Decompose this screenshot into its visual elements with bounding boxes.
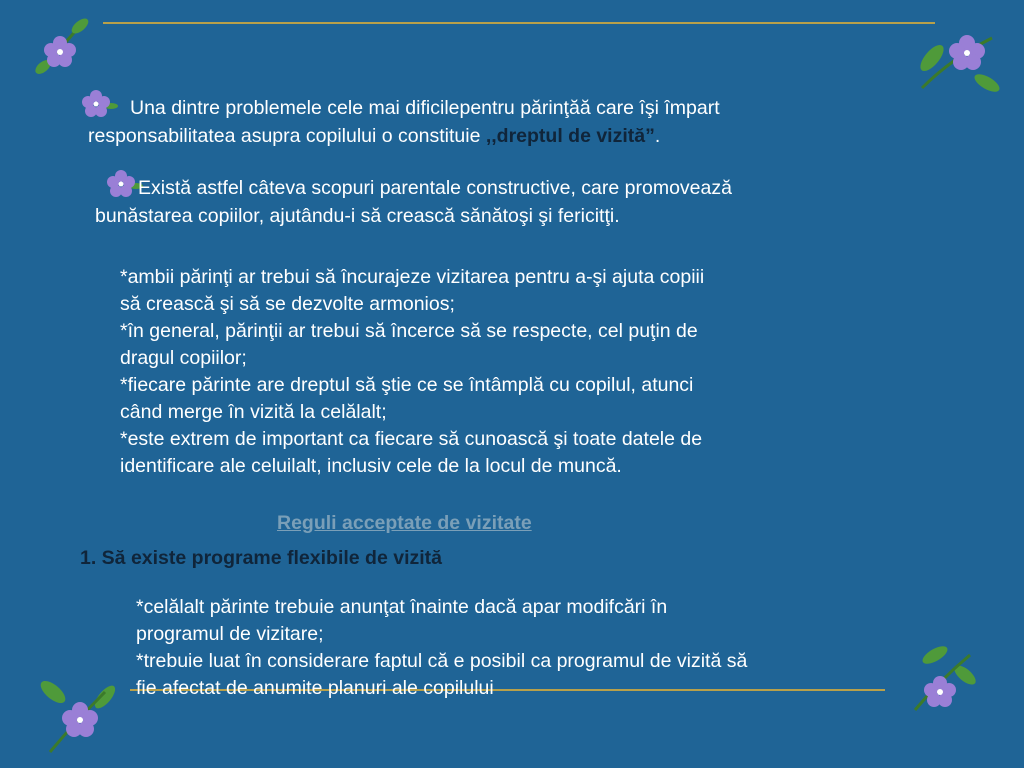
list-item: fie afectat de anumite planuri ale copilului bbox=[136, 677, 494, 699]
visit-right-emphasis: ,,dreptul de vizită” bbox=[485, 125, 655, 147]
flower-top-right-icon bbox=[912, 18, 1002, 98]
flower-top-left-icon bbox=[28, 12, 98, 82]
paragraph-1-end: . bbox=[654, 125, 661, 147]
parental-goals-list bbox=[120, 264, 704, 480]
list-item: *fiecare părinte are dreptul să ştie ce se întâmplă cu copilul, atunci bbox=[120, 374, 694, 396]
list-item: când merge în vizită la celălalt; bbox=[120, 401, 387, 423]
list-item: dragul copiilor; bbox=[120, 347, 247, 369]
list-item: *este extrem de important ca fiecare să cunoască şi toate datele de bbox=[120, 428, 703, 450]
flower-bottom-right-icon bbox=[905, 640, 985, 720]
paragraph-1 bbox=[88, 94, 720, 150]
paragraph-2-line-1: Există astfel câteva scopuri parentale constructive, care promovează bbox=[138, 177, 732, 199]
paragraph-2 bbox=[95, 174, 732, 230]
list-item: *celălalt părinte trebuie anunţat înainte dacă apar modifcări în bbox=[136, 596, 668, 618]
visit-rules-link[interactable]: Reguli acceptate de vizitate bbox=[277, 512, 532, 534]
flower-bottom-left-icon bbox=[35, 672, 125, 762]
list-item: *ambii părinţi ar trebui să încurajeze vizitarea pentru a-şi ajuta copiii bbox=[120, 266, 705, 288]
list-item: să crească şi să se dezvolte armonios; bbox=[120, 293, 455, 315]
rule-1-heading: 1. Să existe programe flexibile de vizită bbox=[80, 547, 442, 569]
paragraph-2-line-2: bunăstarea copiilor, ajutându-i să crească sănătoşi şi fericitţi. bbox=[95, 205, 620, 227]
paragraph-1-line-1: Una dintre problemele cele mai dificilepentru părinţăă care îşi împart bbox=[130, 97, 720, 119]
list-item: *trebuie luat în considerare faptul că e posibil ca programul de vizită să bbox=[136, 650, 748, 672]
list-item: *în general, părinţii ar trebui să încerce să se respecte, cel puţin de bbox=[120, 320, 698, 342]
paragraph-1-line-2 bbox=[88, 122, 720, 150]
top-rule bbox=[103, 22, 935, 24]
paragraph-1-text: responsabilitatea asupra copilului o constituie bbox=[88, 125, 486, 147]
list-item: programul de vizitare; bbox=[136, 623, 324, 645]
flexible-schedule-list bbox=[136, 594, 747, 702]
list-item: identificare ale celuilalt, inclusiv cele de la locul de muncă. bbox=[120, 455, 622, 477]
